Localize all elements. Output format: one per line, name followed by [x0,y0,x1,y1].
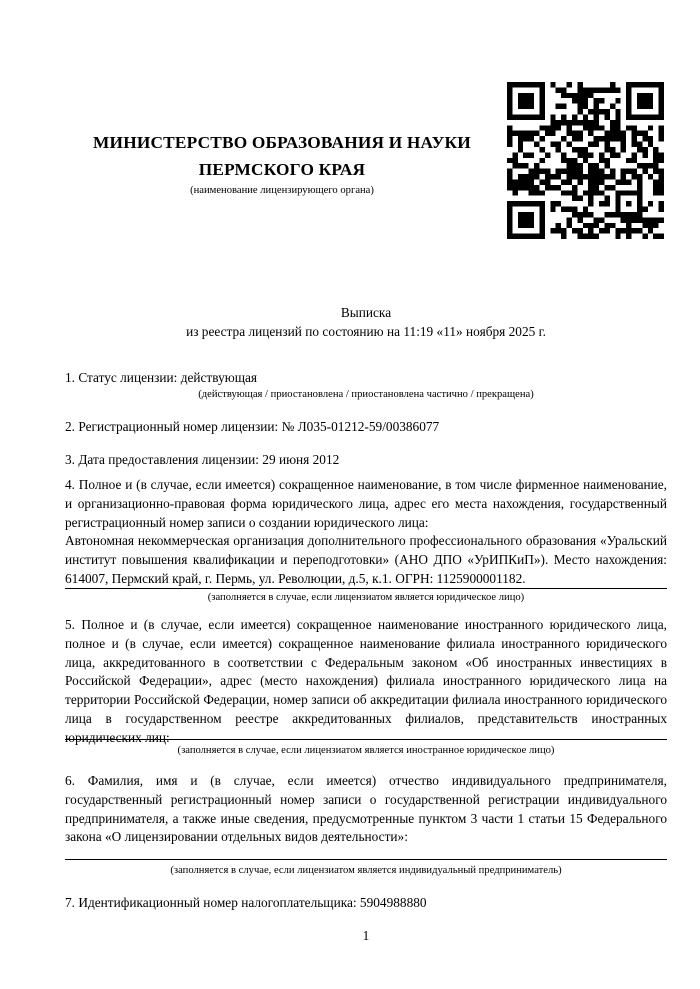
taxpayer-id: 7. Идентификационный номер налогоплательщика: 5904988880 [65,895,427,910]
individual-entrepreneur-caption: (заполняется в случае, если лицензиатом является индивидуальный предприниматель) [170,865,562,876]
individual-entrepreneur-section: 6. Фамилия, имя и (в случае, если имеется) отчество индивидуального предпринимателя, государственный регистрационный номер записи о государственной регистрации индивидуального предпринимателя, а также иные сведения, предусмотренные пунктом 3 части 1 статьи 15 Федерального закона «О лицензировании отдельных видов деятельности»: [65,773,667,845]
legal-entity-section [65,476,667,589]
document-body [65,0,667,989]
fill-line-legal-entity [65,588,667,589]
document-title-line2: из реестра лицензий по состоянию на 11:19 «11» ноября 2025 г. [186,324,546,339]
legal-entity-caption: (заполняется в случае, если лицензиатом является юридическое лицо) [207,592,525,603]
ministry-name-line2: ПЕРМСКОГО КРАЯ [198,160,366,179]
page-number: 1 [362,928,370,943]
document-title [65,303,667,341]
fill-line-individual-entrepreneur [65,859,667,860]
license-grant-date: 3. Дата предоставления лицензии: 29 июня 2012 [65,452,340,467]
foreign-entity-caption: (заполняется в случае, если лицензиатом является иностранное юридическое лицо) [177,745,555,756]
legal-entity-value: Автономная некоммерческая организация дополнительного профессионального образования «Уральский институт повышения квалификации и переподготовки» (АНО ДПО «УрИПКиП»). Место нахождения: 614007, Пермский край, г. Пермь, ул. Революции, д.5, к.1. ОГРН: 1125900001182. [65,533,667,586]
legal-entity-label: 4. Полное и (в случае, если имеется) сокращенное наименование, в том числе фирменное наименование, и организационно-правовая форма юридического лица, адрес его места нахождения, государственный регистрационный номер записи о создании юридического лица: [65,477,667,530]
foreign-entity-section: 5. Полное и (в случае, если имеется) сокращенное наименование иностранного юридического лица, полное и (в случае, если имеется) сокращенное наименование филиала иностранного юридического лица, аккредитованного в соответствии с Федеральным законом «Об иностранных инвестициях в Российской Федерации», адрес (место нахождения) филиала иностранного юридического лица на территории Российской Федерации, номер записи об аккредитации филиала иностранного юридического лица в государственном реестре аккредитованных филиалов, представительств иностранных юридических лиц: [65,617,667,745]
license-registration-number: 2. Регистрационный номер лицензии: № Л035-01212-59/00386077 [65,419,440,434]
fill-line-foreign-entity [65,739,667,740]
licensing-authority-caption: (наименование лицензирующего органа) [190,185,374,196]
ministry-name-line1: МИНИСТЕРСТВО ОБРАЗОВАНИЯ И НАУКИ [93,133,471,152]
license-status-options-caption: (действующая / приостановлена / приостановлена частично / прекращена) [198,389,534,400]
document-title-line1: Выписка [340,305,392,320]
license-status: 1. Статус лицензии: действующая [65,370,258,385]
